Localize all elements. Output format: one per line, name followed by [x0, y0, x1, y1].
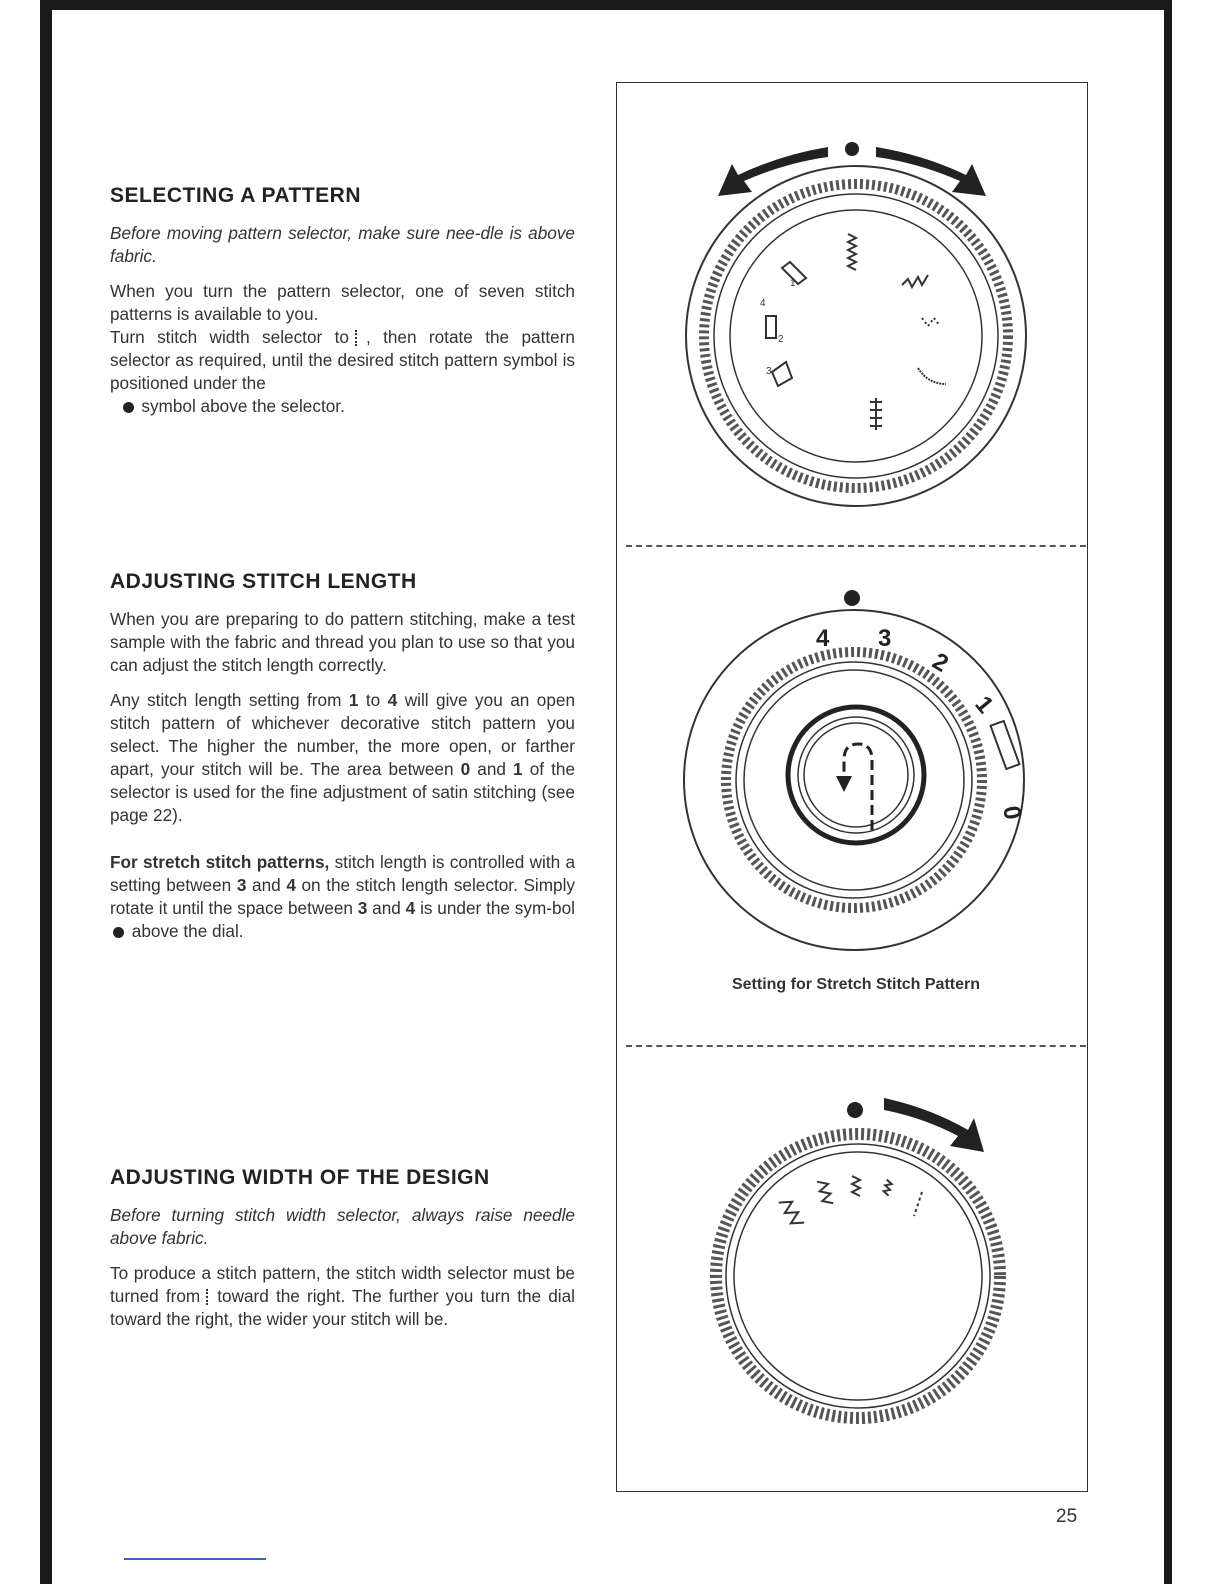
- section-stitch-length: [110, 570, 575, 955]
- pattern-body-b: [110, 326, 575, 418]
- straight-stitch-symbol: [355, 330, 360, 346]
- scan-mark: [124, 1558, 266, 1560]
- length-p3-n4: 4: [286, 875, 296, 895]
- length-p3-b: and: [252, 875, 281, 895]
- length-p3-bold: For stretch stitch patterns,: [110, 852, 330, 872]
- heading-selecting-pattern: SELECTING A PATTERN: [110, 184, 361, 207]
- length-p2-a: Any stitch length setting from: [110, 690, 342, 710]
- straight-stitch-symbol: [206, 1289, 211, 1305]
- dot-symbol: [123, 402, 134, 413]
- length-number-0: 0: [997, 803, 1027, 822]
- figure-divider: [626, 1045, 1086, 1047]
- length-p2-n4: 4: [387, 690, 398, 710]
- dot-symbol: [113, 927, 124, 938]
- length-p3-e: is under the sym-bol: [420, 898, 575, 918]
- figure-divider: [626, 545, 1086, 547]
- length-p3-n3b: 3: [357, 898, 368, 918]
- page-number: 25: [1056, 1506, 1078, 1527]
- length-p1: When you are preparing to do pattern stitching, make a test sample with the fabric and thread you plan to use so that you can adjust the stitch length correctly.: [110, 609, 575, 675]
- length-p3-a: stitch length is controlled with a setting between: [110, 852, 576, 895]
- length-p3: [110, 851, 575, 943]
- figure-caption: Setting for Stretch Stitch Pattern: [731, 976, 981, 993]
- heading-stitch-length: ADJUSTING STITCH LENGTH: [110, 570, 417, 593]
- width-body-a: To produce a stitch pattern, the stitch width selector must be turned from: [110, 1263, 575, 1306]
- pattern-body-b2: , then rotate the pattern selector as required, until the desired stitch pattern symbol is positioned under the: [110, 327, 575, 393]
- scan-margin-right: [1166, 0, 1224, 1584]
- width-note: Before turning stitch width selector, always raise needle above fabric.: [110, 1205, 575, 1248]
- length-p3-c: on the stitch length selector. Simply rotate it until the space between: [110, 875, 576, 918]
- pattern-dial-number-4: 4: [760, 298, 766, 309]
- pattern-body-a: When you turn the pattern selector, one of seven stitch patterns is available to you.: [110, 281, 575, 324]
- length-p3-n4b: 4: [405, 898, 416, 918]
- pattern-note: Before moving pattern selector, make sure nee-dle is above fabric.: [110, 223, 575, 266]
- pattern-dial-number-1: 1: [790, 278, 796, 289]
- length-p2: [110, 689, 575, 827]
- pattern-body-b1: Turn stitch width selector to: [110, 327, 349, 347]
- length-number-2: 2: [927, 647, 953, 678]
- length-p2-n0: 0: [460, 759, 471, 779]
- width-body-b: toward the right. The further you turn the dial toward the right, the wider your stitch will be.: [110, 1286, 575, 1329]
- length-number-3: 3: [878, 625, 892, 652]
- scan-edge-right: [1164, 0, 1172, 1584]
- figure-box: [616, 82, 1088, 1492]
- length-p2-e: of the selector is used for the fine adjustment of satin stitching (see page 22).: [110, 759, 576, 825]
- section-width-design: [110, 1166, 575, 1343]
- length-number-4: 4: [816, 625, 830, 652]
- heading-width-design: ADJUSTING WIDTH OF THE DESIGN: [110, 1166, 490, 1189]
- pattern-body-b3: symbol above the selector.: [141, 396, 345, 416]
- pattern-dial-number-2: 2: [778, 334, 784, 345]
- length-p3-f: above the dial.: [131, 921, 244, 941]
- scan-edge-left: [40, 0, 52, 1584]
- length-p3-n3: 3: [236, 875, 247, 895]
- length-p2-n1: 1: [348, 690, 359, 710]
- section-selecting-pattern: [110, 184, 575, 430]
- scan-margin-left: [0, 0, 44, 1584]
- length-p2-c: will give you an open stitch pattern of whichever decorative stitch pattern you select. The higher the number, the more open, or farther apart, your stitch will be. The area between: [110, 690, 576, 779]
- length-p2-b: to: [365, 690, 381, 710]
- length-number-1: 1: [969, 691, 999, 719]
- pattern-dial-number-3: 3: [766, 366, 772, 377]
- scan-edge-top: [40, 0, 1175, 10]
- length-p2-n1b: 1: [513, 759, 523, 779]
- length-p3-d: and: [372, 898, 401, 918]
- length-p2-d: and: [477, 759, 506, 779]
- width-body: [110, 1262, 575, 1331]
